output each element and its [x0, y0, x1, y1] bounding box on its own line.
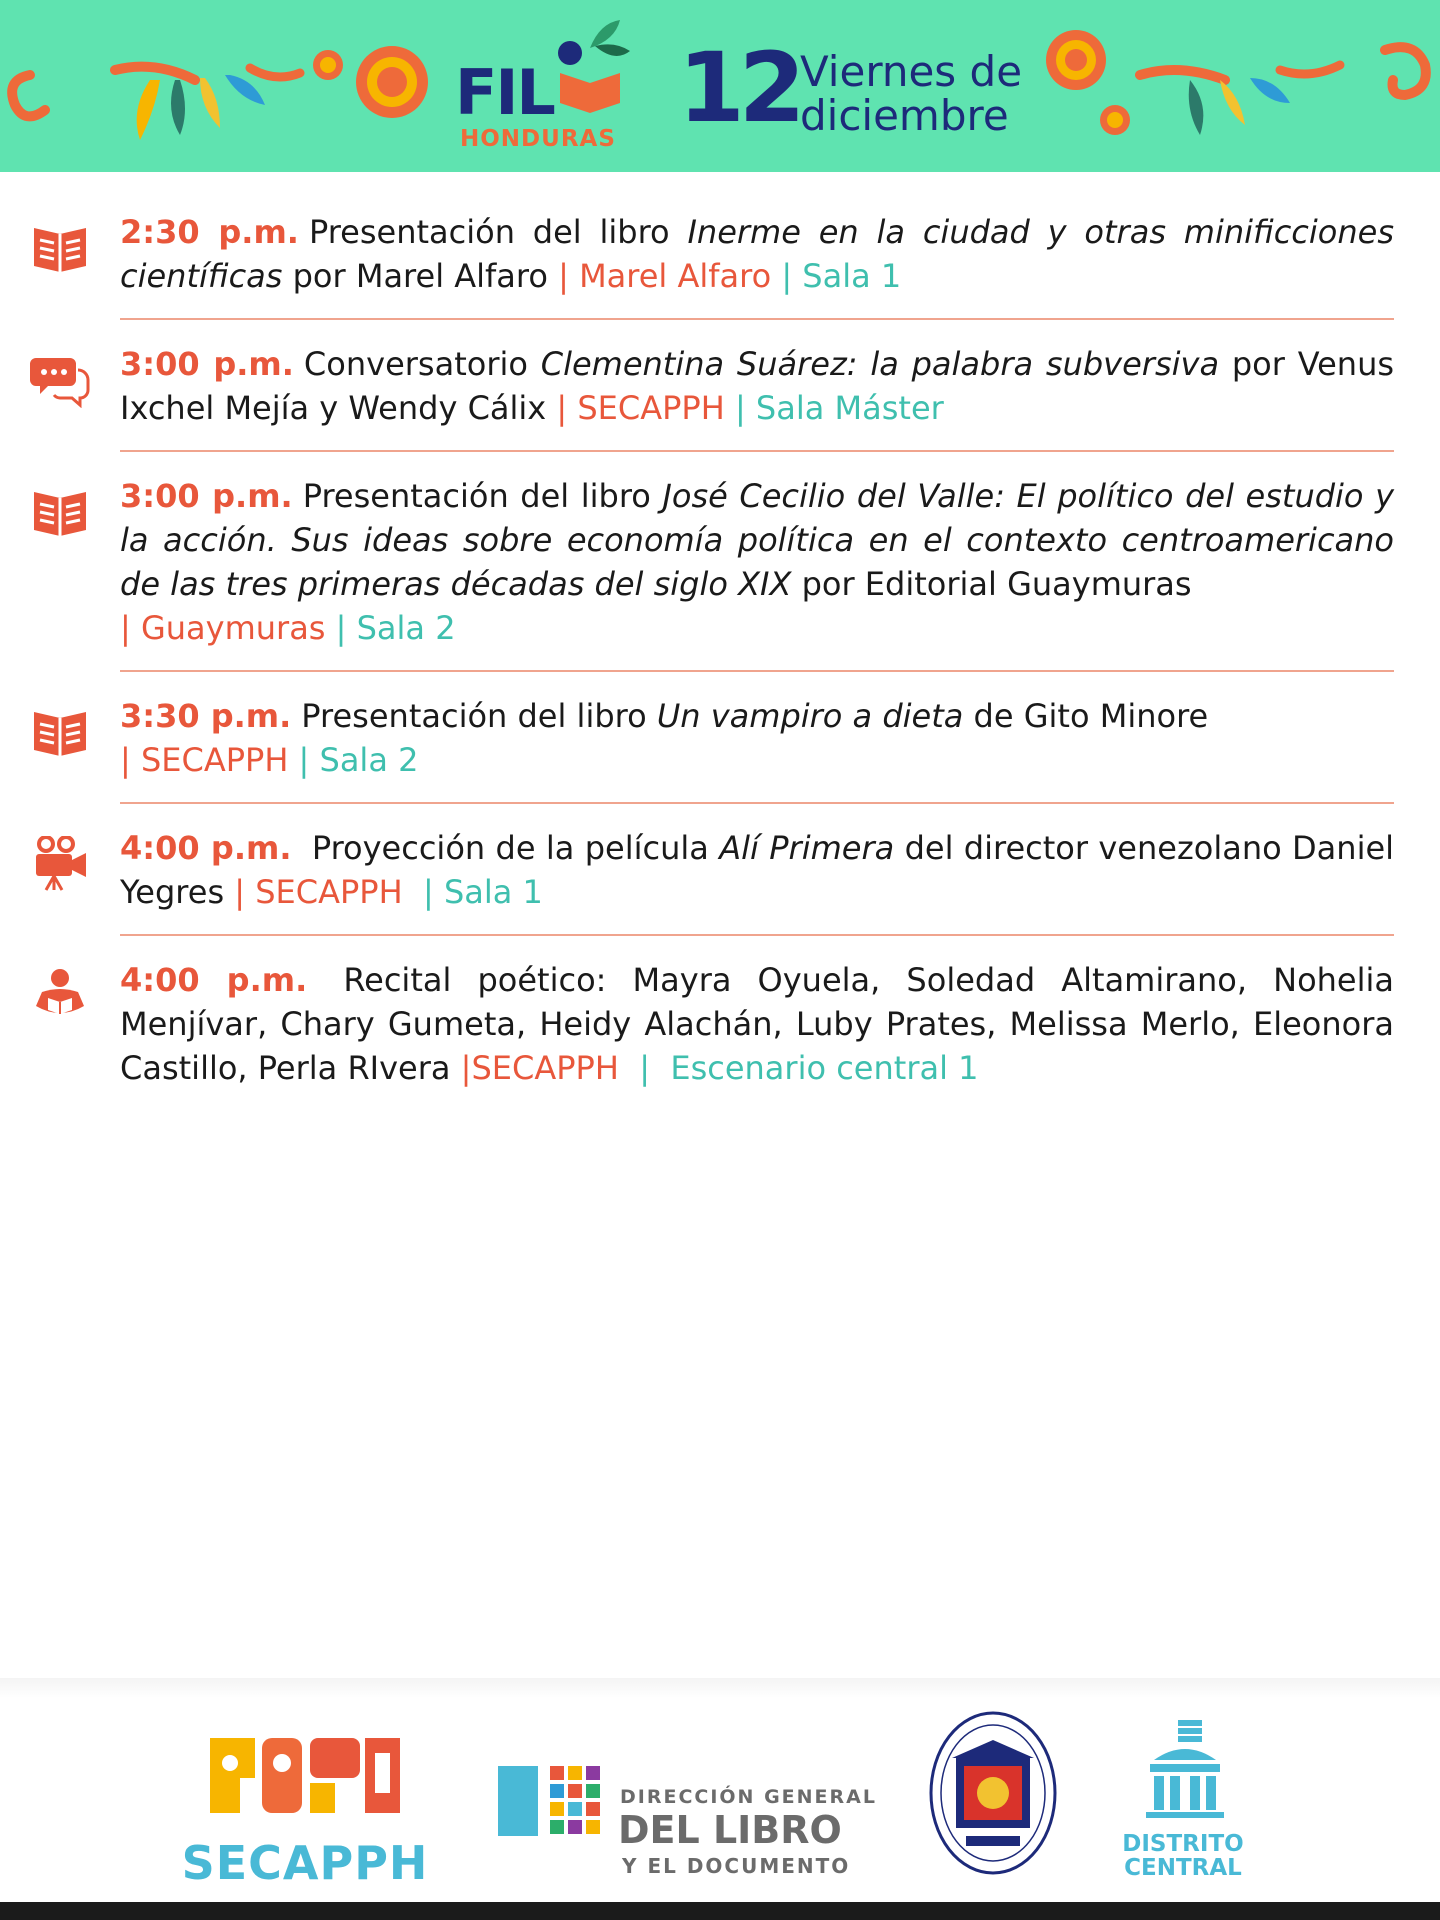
dgl-logo: [498, 1738, 878, 1878]
event-item: [30, 474, 1394, 650]
book-icon: [30, 704, 90, 760]
event-list: [30, 210, 1394, 1110]
distrito-central-logo: [1098, 1720, 1268, 1890]
fil-logo-word: FIL: [455, 56, 554, 129]
event-item: [30, 958, 1394, 1090]
dc-line2: CENTRAL: [1124, 1855, 1242, 1881]
university-seal-icon: [926, 1708, 1061, 1878]
separator: |: [460, 1049, 472, 1087]
bottom-bar: [0, 1902, 1440, 1920]
event-desc: Proyección de la película: [311, 829, 720, 867]
footer-logos: [0, 1698, 1440, 1901]
event-time: 2:30 p.m.: [120, 213, 299, 251]
event-organizer: Guaymuras: [140, 609, 326, 647]
separator: |: [335, 609, 347, 647]
reader-book-logo-icon: [550, 18, 640, 118]
event-time: 4:00 p.m.: [120, 961, 308, 999]
event-organizer: SECAPPH: [140, 741, 289, 779]
event-title: Inerme en la ciudad y otras minificciones científicas: [120, 213, 1395, 295]
event-time: 3:30 p.m.: [120, 697, 292, 735]
event-time: 3:00 p.m.: [120, 477, 293, 515]
chat-icon: [30, 352, 90, 408]
event-text: [120, 342, 1394, 430]
separator: |: [298, 741, 310, 779]
event-title: Alí Primera: [719, 829, 895, 867]
event-title: José Cecilio del Valle: El político del estudio y la acción. Sus ideas sobre economía política en el contexto centroamericano de las tres primeras décadas del siglo XIX: [120, 477, 1395, 603]
event-venue: Sala 2: [356, 609, 456, 647]
event-organizer: Marel Alfaro: [579, 257, 772, 295]
event-item: [30, 694, 1394, 782]
fil-honduras-logo: [455, 18, 635, 158]
divider: [120, 450, 1394, 452]
event-venue: Escenario central 1: [670, 1049, 979, 1087]
event-item: [30, 826, 1394, 914]
day-label-line2: diciembre: [800, 91, 1009, 140]
event-desc: Recital poético: Mayra Oyuela, Soledad Altamirano, Nohelia Menjívar, Chary Gumeta, Heidy Alachán, Luby Prates, Melissa Merlo, Eleonora Castillo, Perla RIvera: [120, 961, 1395, 1087]
secapph-logo-text: SECAPPH: [181, 1836, 429, 1890]
dgl-line2: DEL LIBRO: [618, 1808, 842, 1852]
event-venue: Sala Máster: [755, 389, 944, 427]
event-time: 4:00 p.m.: [120, 829, 292, 867]
event-title: Clementina Suárez: la palabra subversiva: [540, 345, 1220, 383]
separator: |: [734, 389, 746, 427]
event-desc-post: por Editorial Guaymuras: [791, 565, 1192, 603]
event-text: [120, 474, 1394, 650]
event-venue: Sala 1: [802, 257, 902, 295]
event-desc: Presentación del libro: [308, 213, 688, 251]
reader-icon: [30, 968, 90, 1024]
separator: |: [423, 873, 434, 911]
separator: |: [234, 873, 246, 911]
distrito-central-text: [1098, 1832, 1268, 1880]
divider: [120, 934, 1394, 936]
footer-shadow: [0, 1678, 1440, 1698]
book-icon: [30, 484, 90, 540]
dc-line1: DISTRITO: [1122, 1831, 1244, 1857]
event-desc-post: por Marel Alfaro: [282, 257, 559, 295]
fil-logo-sub: HONDURAS: [460, 126, 616, 152]
ornament-left-icon: [0, 20, 440, 160]
event-organizer: SECAPPH: [577, 389, 725, 427]
dgl-line1: DIRECCIÓN GENERAL: [620, 1786, 877, 1808]
separator: |: [558, 257, 569, 295]
event-desc: Conversatorio: [303, 345, 541, 383]
day-label-line1: Viernes de: [800, 47, 1023, 96]
event-text: [120, 826, 1394, 914]
day-number: 12: [678, 32, 800, 144]
divider: [120, 670, 1394, 672]
header-banner: [0, 0, 1440, 172]
separator: |: [781, 257, 793, 295]
separator: |: [120, 609, 131, 647]
event-desc-post: de Gito Minore: [963, 697, 1209, 735]
town-hall-icon: [1140, 1720, 1230, 1820]
event-text: [120, 210, 1394, 298]
secapph-symbol-icon: [200, 1728, 410, 1828]
ornament-right-icon: [1040, 20, 1440, 150]
dgl-line3: Y EL DOCUMENTO: [622, 1854, 851, 1878]
separator: |: [556, 389, 568, 427]
event-desc: Presentación del libro: [302, 477, 663, 515]
event-item: [30, 210, 1394, 298]
day-label: [800, 47, 1023, 140]
event-title: Un vampiro a dieta: [656, 697, 964, 735]
book-icon: [30, 220, 90, 276]
event-venue: Sala 1: [443, 873, 543, 911]
event-organizer: SECAPPH: [255, 873, 403, 911]
event-desc-post: por Venus Ixchel Mejía y Wendy Cálix: [120, 345, 1395, 427]
divider: [120, 318, 1394, 320]
event-text: [120, 958, 1394, 1090]
separator: |: [120, 741, 131, 779]
event-text: [120, 694, 1394, 782]
event-venue: Sala 2: [319, 741, 419, 779]
dgl-symbol-icon: [498, 1760, 608, 1856]
event-organizer: SECAPPH: [471, 1049, 619, 1087]
divider: [120, 802, 1394, 804]
separator: |: [639, 1049, 650, 1087]
secapph-logo: [160, 1728, 450, 1898]
event-desc: Presentación del libro: [301, 697, 657, 735]
film-camera-icon: [30, 836, 90, 892]
event-time: 3:00 p.m.: [120, 345, 294, 383]
event-item: [30, 342, 1394, 430]
event-desc-post: del director venezolano Daniel Yegres: [120, 829, 1395, 911]
